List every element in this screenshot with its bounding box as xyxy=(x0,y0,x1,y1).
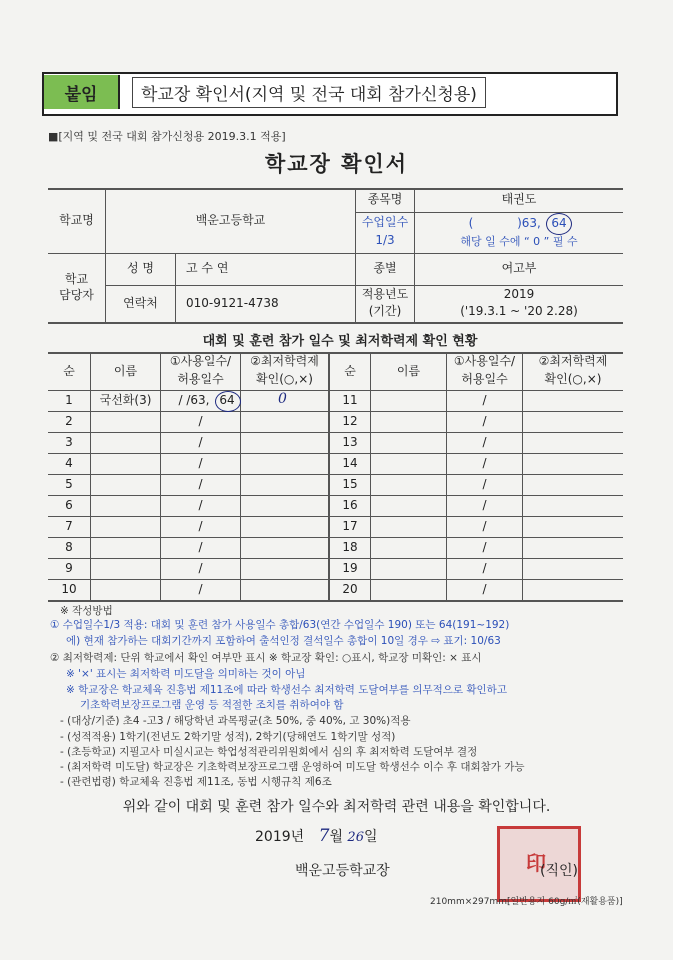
row-number: 18 xyxy=(342,539,358,554)
row-number: 16 xyxy=(342,497,358,512)
days-slash: / xyxy=(198,539,203,554)
date-day-label: 일 xyxy=(363,829,378,845)
date-month-label: 월 xyxy=(329,829,343,845)
row-number: 2 xyxy=(65,413,73,428)
confirm-statement: 위와 같이 대회 및 훈련 참가 일수와 최저학력 관련 내용을 확인합니다. xyxy=(122,799,551,815)
col-header-min-2-right: 확인(○,×) xyxy=(544,372,602,387)
row-number: 8 xyxy=(65,539,73,554)
days-slash: / xyxy=(198,497,203,512)
paper-spec-footer: 210mm×297mm[일반용지 60g/㎡(재활용품)] xyxy=(430,897,623,907)
year-label-2: (기간) xyxy=(368,304,402,319)
name-value: 고 수 연 xyxy=(186,261,229,276)
row-number: 9 xyxy=(65,560,73,575)
col-header-min-1: ②최저학력제 xyxy=(250,354,319,369)
row-number: 13 xyxy=(342,434,358,449)
col-header-no: 순 xyxy=(63,363,75,378)
col-header-days-1-right: ①사용일수/ xyxy=(453,354,516,369)
col-header-name: 이름 xyxy=(113,363,138,378)
seal-icon: 印 xyxy=(526,850,546,875)
manager-label: 학교 담당자 xyxy=(59,271,94,302)
note-3: ※ '×' 표시는 최저학력 미도달을 의미하는 것이 아님 xyxy=(66,668,306,680)
form-subnote: ■[지역 및 전국 대회 참가신청용 2019.3.1 적용] xyxy=(48,130,286,143)
note-4a: ※ 학교장은 학교체육 진흥법 제11조에 따라 학생선수 최저학력 도달여부를 의무적으로 확인하고 xyxy=(66,684,507,696)
date-year: 2019년 xyxy=(255,829,305,845)
notes-title: ※ 작성방법 xyxy=(60,605,113,617)
days-slash: / xyxy=(482,497,487,512)
days-slash: / xyxy=(482,413,487,428)
days-label-2: 1/3 xyxy=(375,233,395,248)
note-8: - (최저학력 미도달) 학교장은 기초학력보장프로그램 운영하여 미도달 학생선수 이수 후 대회참가 가능 xyxy=(60,761,525,773)
row-number: 3 xyxy=(65,434,73,449)
year-value: 2019 xyxy=(503,287,535,302)
header-title-text: 학교장 확인서(지역 및 전국 대회 참가신청용) xyxy=(132,77,486,108)
note-7: - (초등학교) 지필고사 미실시교는 학업성적관리위원회에서 심의 후 최저학력 도달여부 결정 xyxy=(60,746,478,758)
days-slash: / xyxy=(198,518,203,533)
col-header-days-2: 허용일수 xyxy=(177,372,224,387)
row-number: 5 xyxy=(65,476,73,491)
row1-check: 0 xyxy=(278,391,287,407)
category-label: 종별 xyxy=(373,261,397,276)
days-slash: / xyxy=(198,413,203,428)
note-4b: 기초학력보장프로그램 운영 등 적절한 조치를 취하여야 함 xyxy=(80,699,344,711)
col-header-min-2: 확인(○,×) xyxy=(256,372,313,387)
sign-date xyxy=(255,826,378,846)
note-9: - (관련법령) 학교체육 진흥법 제11조, 동법 시행규칙 제6조 xyxy=(60,776,332,788)
days-slash: / xyxy=(482,455,487,470)
year-label-1: 적용년도 xyxy=(361,287,409,302)
name-label: 성 명 xyxy=(127,261,154,276)
row-number: 7 xyxy=(65,518,73,533)
row1-circle-mark xyxy=(215,391,241,412)
row1-days-circled: 64 xyxy=(219,392,235,407)
seal-label: (직인) xyxy=(540,863,578,879)
days-slash: / xyxy=(482,539,487,554)
days-slash: / xyxy=(198,476,203,491)
row-number: 1 xyxy=(65,392,73,407)
school-label: 학교명 xyxy=(59,212,94,227)
row-number: 6 xyxy=(65,497,73,512)
row-number: 4 xyxy=(65,455,73,470)
header-title xyxy=(132,75,612,109)
days-value-circled: 64 xyxy=(551,216,567,231)
row-number: 10 xyxy=(61,581,77,596)
row-number: 15 xyxy=(342,476,358,491)
days-slash: / xyxy=(482,434,487,449)
section-title: 대회 및 훈련 참가 일수 및 최저학력제 확인 현황 xyxy=(202,334,478,349)
col-header-days-2-right: 허용일수 xyxy=(461,372,508,387)
row1-name: 국선화(3) xyxy=(99,392,152,407)
page-title: 학교장 확인서 xyxy=(264,152,409,176)
days-slash: / xyxy=(482,581,487,596)
col-header-no-right: 순 xyxy=(344,363,356,378)
year-period: ('19.3.1 ~ '20 2.28) xyxy=(460,304,578,319)
date-month: 7 xyxy=(318,826,330,846)
days-slash: / xyxy=(198,434,203,449)
note-6: - (성적적용) 1학기(전년도 2학기말 성적), 2학기(당해연도 1학기말 성적) xyxy=(60,731,396,743)
category-value: 여고부 xyxy=(501,261,537,276)
date-day: 26 xyxy=(347,830,364,845)
days-value-rest: )63, xyxy=(517,216,541,231)
row-number: 19 xyxy=(342,560,358,575)
note-2: ② 최저학력제: 단위 학교에서 확인 여부만 표시 ※ 학교장 확인: ○표시, 학교장 미확인: × 표시 xyxy=(50,652,482,664)
days-label-1: 수업일수 xyxy=(361,215,409,230)
school-value: 백운고등학교 xyxy=(195,212,266,227)
row1-days-pre: / /63, xyxy=(178,392,210,407)
days-slash: / xyxy=(482,476,487,491)
note-1b: 에) 현재 참가하는 대회기간까지 포함하여 출석인정 결석일수 총합이 10일 경우 ⇨ 표기: 10/63 xyxy=(66,635,501,647)
days-slash: / xyxy=(482,518,487,533)
row-number: 12 xyxy=(342,413,358,428)
school-signature: 백운고등학교장 xyxy=(295,863,390,879)
contact-label: 연락처 xyxy=(123,296,158,311)
attachment-tag: 붙임 xyxy=(44,75,120,109)
days-note: 해당 일 수에 “ 0 ” 필 수 xyxy=(460,234,578,248)
event-label: 종목명 xyxy=(367,192,403,207)
col-header-name-right: 이름 xyxy=(396,363,421,378)
days-slash: / xyxy=(198,455,203,470)
row-number: 20 xyxy=(342,581,358,596)
col-header-days-1: ①사용일수/ xyxy=(169,354,232,369)
hand-circle-mark xyxy=(546,213,572,235)
event-value: 태권도 xyxy=(501,192,537,207)
days-slash: / xyxy=(482,560,487,575)
days-slash: / xyxy=(198,560,203,575)
days-slash: / xyxy=(198,581,203,596)
contact-value: 010-9121-4738 xyxy=(186,296,279,311)
col-header-min-1-right: ②최저학력제 xyxy=(538,354,608,369)
days-slash: / xyxy=(482,392,487,407)
note-5: - (대상/기준) 초4 -고3 / 해당학년 과목평균(초 50%, 중 40%, 고 30%)적용 xyxy=(60,715,411,727)
row-number: 11 xyxy=(342,392,358,407)
days-value-paren: ( xyxy=(468,216,474,231)
row-number: 17 xyxy=(342,518,358,533)
note-1a: ① 수업일수1/3 적용: 대회 및 훈련 참가 사용일수 총합/63(연간 수업일수 190) 또는 64(191~192) xyxy=(50,619,510,631)
row-number: 14 xyxy=(342,455,358,470)
